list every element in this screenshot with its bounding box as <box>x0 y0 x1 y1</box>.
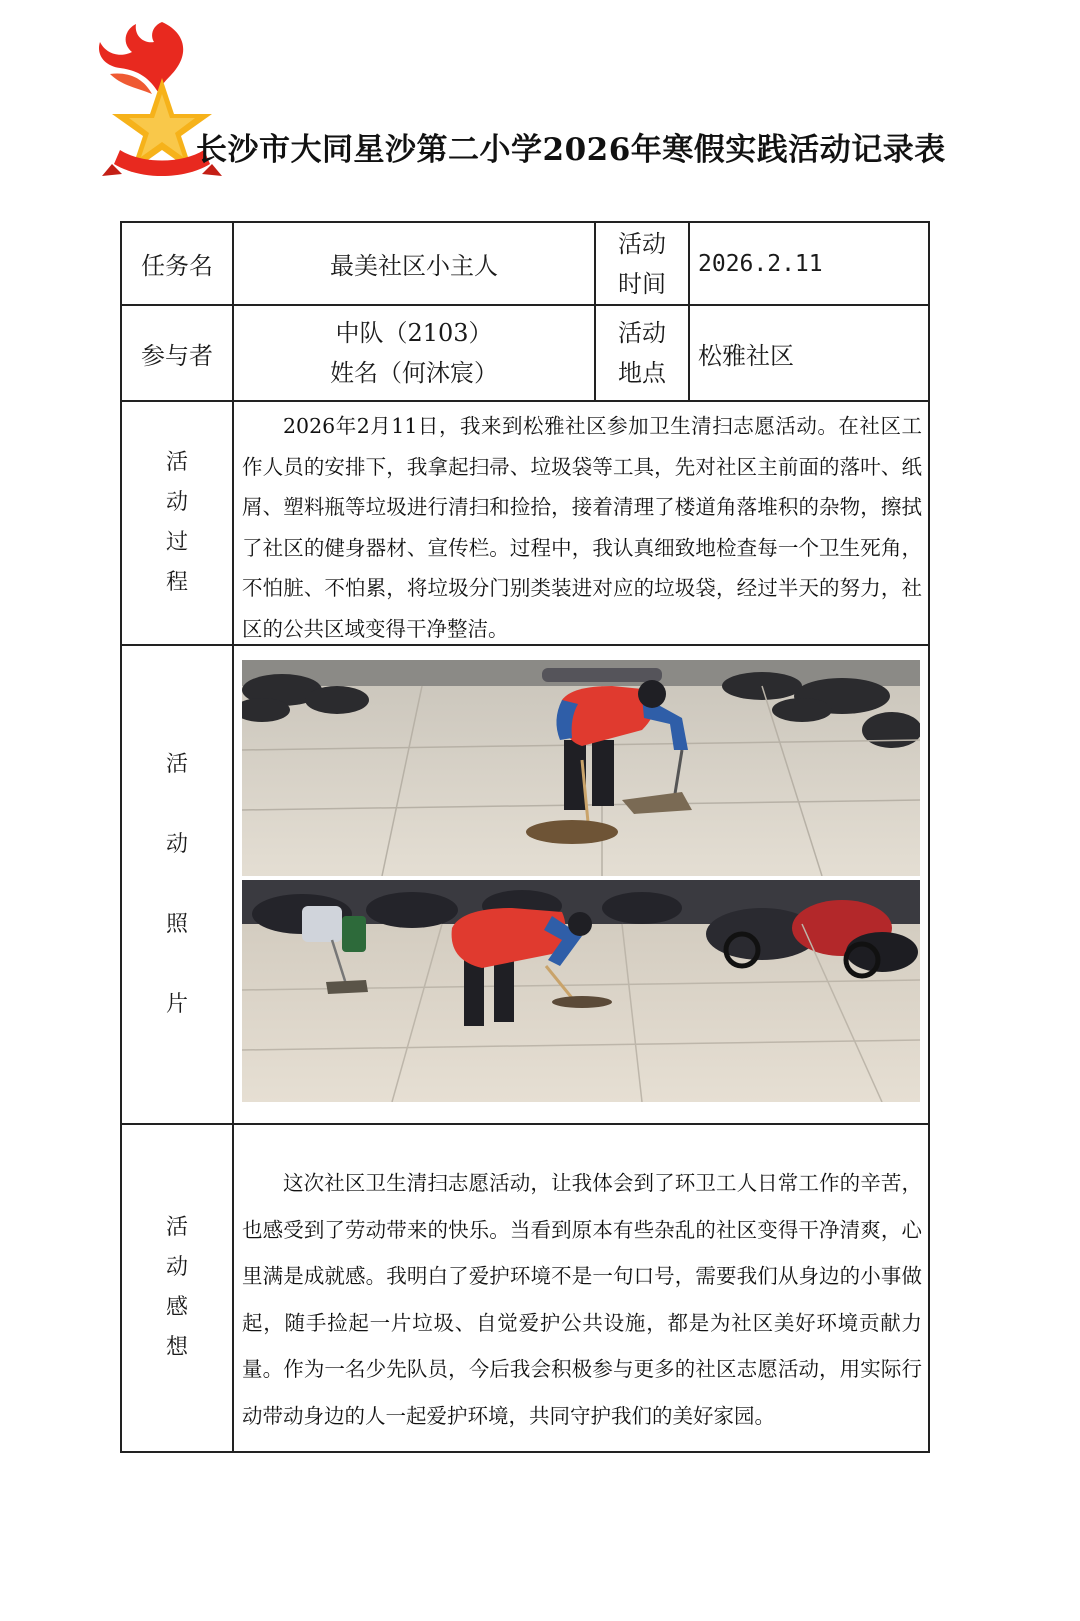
activity-reflection-text <box>242 1160 922 1439</box>
participant-label: 参与者 <box>141 341 213 370</box>
activity-process-text <box>242 406 922 649</box>
activity-place-label-line2: 地点 <box>618 359 666 387</box>
process-label-char: 过 <box>165 530 188 555</box>
activity-process-label <box>122 402 232 644</box>
form-title: 长沙市大同星沙第二小学2026年寒假实践活动记录表 <box>196 132 946 168</box>
activity-time-label <box>596 223 688 304</box>
column-divider <box>688 223 690 400</box>
activity-time-value: 2026.2.11 <box>698 250 823 277</box>
column-divider <box>232 223 234 1451</box>
reflection-label-char: 感 <box>165 1295 188 1320</box>
participant-name: 姓名（何沐宸） <box>330 359 498 387</box>
process-paragraph: 2026年2月11日，我来到松雅社区参加卫生清扫志愿活动。在社区工作人员的安排下，我拿起扫帚、垃圾袋等工具，先对社区主前面的落叶、纸屑、塑料瓶等垃圾进行清扫和捡拾，接着清理了楼道角落堆积的杂物，擦拭了社区的健身器材、宣传栏。过程中，我认真细致地检查每一个卫生死角，不怕脏、不怕累，将垃圾分门别类装进对应的垃圾袋，经过半天的努力，社区的公共区域变得干净整洁。 <box>242 414 922 641</box>
photos-label-char: 动 <box>165 831 188 857</box>
row-divider <box>122 1123 928 1125</box>
activity-photo-2 <box>242 880 920 1102</box>
row-divider <box>122 400 928 402</box>
activity-photos-label <box>122 646 232 1123</box>
activity-place-value: 松雅社区 <box>698 341 794 370</box>
task-name-value: 最美社区小主人 <box>330 252 498 280</box>
activity-time-label-line2: 时间 <box>618 269 666 298</box>
reflection-paragraph: 这次社区卫生清扫志愿活动，让我体会到了环卫工人日常工作的辛苦，也感受到了劳动带来的快乐。当看到原本有些杂乱的社区变得干净清爽，心里满是成就感。我明白了爱护环境不是一句口号，需要我们从身边的小事做起，随手捡起一片垃圾、自觉爱护公共设施，都是为社区美好环境贡献力量。作为一名少先队员，今后我会积极参与更多的社区志愿活动，用实际行动带动身边的人一起爱护环境，共同守护我们的美好家园。 <box>242 1171 922 1428</box>
participant-squad: 中队（2103） <box>335 319 493 347</box>
activity-place-label <box>596 306 688 400</box>
reflection-label-char: 动 <box>165 1255 188 1280</box>
participant-value <box>234 306 594 400</box>
process-label-char: 程 <box>165 570 188 595</box>
photos-label-char: 片 <box>165 991 188 1017</box>
activity-reflection-label <box>122 1125 232 1451</box>
photos-label-char: 活 <box>165 751 188 777</box>
activity-time-label-line1: 活动 <box>618 229 666 258</box>
activity-place-label-line1: 活动 <box>618 319 666 347</box>
photos-label-char: 照 <box>165 911 188 937</box>
task-name-label: 任务名 <box>141 252 213 280</box>
reflection-label-char: 想 <box>165 1335 188 1360</box>
activity-photo-1 <box>242 660 920 876</box>
reflection-label-char: 活 <box>165 1215 188 1240</box>
process-label-char: 动 <box>165 490 188 515</box>
process-label-char: 活 <box>165 450 188 475</box>
